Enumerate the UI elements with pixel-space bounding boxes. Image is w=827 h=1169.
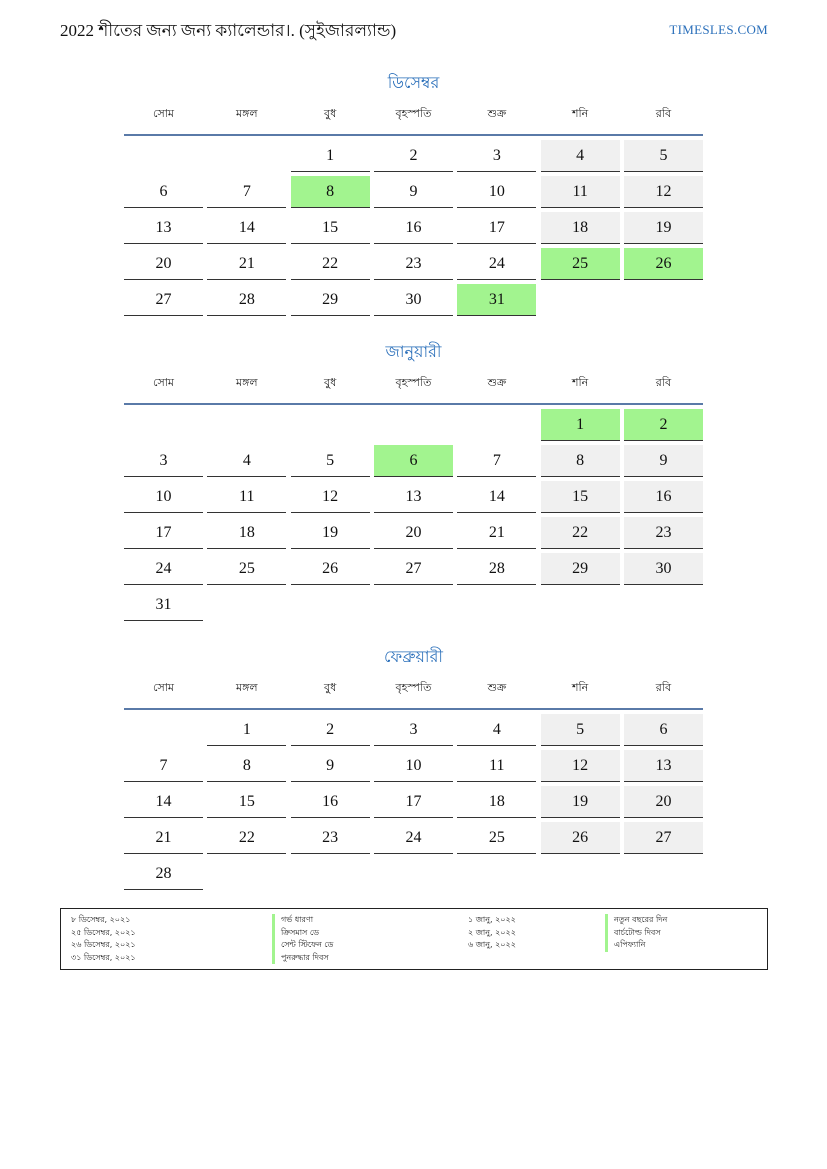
day-cell: 30 <box>374 284 453 316</box>
holiday-day-cell: 1 <box>541 409 620 441</box>
day-cell: 23 <box>374 248 453 280</box>
weekday-label: বৃহস্পতি <box>395 107 432 120</box>
day-cell: 9 <box>291 750 370 782</box>
day-cell: 20 <box>124 248 203 280</box>
day-cell: 23 <box>291 822 370 854</box>
day-cell: 25 <box>207 553 286 585</box>
empty-day-cell <box>374 409 453 441</box>
day-cell: 31 <box>124 589 203 621</box>
empty-day-cell <box>124 140 203 172</box>
day-cell: 8 <box>541 445 620 477</box>
weekday-label: মঙ্গল <box>236 681 258 694</box>
day-cell: 11 <box>207 481 286 513</box>
legend-holiday-name: বার্চটোল্ড দিবস <box>605 927 667 940</box>
legend-holiday-name: সেন্ট স্টিফেন ডে <box>272 939 333 952</box>
day-cell: 10 <box>457 176 536 208</box>
day-cell: 12 <box>624 176 703 208</box>
day-cell: 9 <box>624 445 703 477</box>
day-cell: 14 <box>124 786 203 818</box>
day-cell: 16 <box>374 212 453 244</box>
day-cell: 11 <box>541 176 620 208</box>
day-cell: 8 <box>207 750 286 782</box>
day-cell: 7 <box>457 445 536 477</box>
day-cell: 10 <box>124 481 203 513</box>
day-cell: 19 <box>291 517 370 549</box>
day-cell: 9 <box>374 176 453 208</box>
day-cell: 14 <box>457 481 536 513</box>
day-cell: 12 <box>541 750 620 782</box>
day-cell: 28 <box>124 858 203 890</box>
legend-date: ৮ ডিসেম্বর, ২০২১ <box>71 915 131 924</box>
day-cell: 6 <box>124 176 203 208</box>
weekday-label: রবি <box>655 376 672 389</box>
weekday-header <box>124 373 703 405</box>
day-cell: 3 <box>457 140 536 172</box>
weekday-label: শনি <box>572 376 589 389</box>
legend-date: ১ জানু, ২০২২ <box>468 915 516 924</box>
day-cell: 3 <box>124 445 203 477</box>
day-cell: 13 <box>624 750 703 782</box>
day-cell: 15 <box>291 212 370 244</box>
legend-dates-left <box>71 914 136 964</box>
day-cell: 12 <box>291 481 370 513</box>
holiday-day-cell: 2 <box>624 409 703 441</box>
day-cell: 4 <box>207 445 286 477</box>
legend-holiday-name: ক্রিসমাস ডে <box>272 927 333 940</box>
day-cell: 1 <box>207 714 286 746</box>
month-title: ডিসেম্বর <box>387 73 440 92</box>
legend-holiday-name: নতুন বছরের দিন <box>605 914 667 927</box>
day-cell: 30 <box>624 553 703 585</box>
weekday-header <box>124 104 703 136</box>
day-cell: 25 <box>457 822 536 854</box>
empty-day-cell <box>207 140 286 172</box>
holiday-day-cell: 25 <box>541 248 620 280</box>
legend-names-right <box>605 914 667 952</box>
day-cell: 7 <box>207 176 286 208</box>
day-cell: 14 <box>207 212 286 244</box>
day-cell: 26 <box>541 822 620 854</box>
day-cell: 10 <box>374 750 453 782</box>
day-cell: 24 <box>457 248 536 280</box>
weekday-label: বুধ <box>324 681 337 694</box>
weekday-label: বৃহস্পতি <box>395 681 432 694</box>
legend-date: ২৬ ডিসেম্বর, ২০২১ <box>71 940 136 949</box>
empty-day-cell <box>124 409 203 441</box>
holiday-day-cell: 26 <box>624 248 703 280</box>
month-title: জানুয়ারী <box>385 342 442 361</box>
holiday-day-cell: 8 <box>291 176 370 208</box>
day-cell: 6 <box>624 714 703 746</box>
day-cell: 17 <box>374 786 453 818</box>
weekday-label: সোম <box>152 107 175 120</box>
day-cell: 15 <box>541 481 620 513</box>
day-cell: 20 <box>624 786 703 818</box>
day-cell: 27 <box>124 284 203 316</box>
day-cell: 19 <box>541 786 620 818</box>
weekday-label: বুধ <box>324 107 337 120</box>
empty-day-cell <box>207 409 286 441</box>
holiday-legend <box>60 908 768 970</box>
day-cell: 13 <box>124 212 203 244</box>
weekday-label: মঙ্গল <box>236 376 258 389</box>
weekday-header <box>124 678 703 710</box>
day-cell: 1 <box>291 140 370 172</box>
weekday-label: শুক্র <box>487 376 507 389</box>
legend-holiday-name: এপিফ্যানি <box>605 939 667 952</box>
day-cell: 16 <box>624 481 703 513</box>
legend-date: ২৫ ডিসেম্বর, ২০২১ <box>71 927 136 937</box>
day-cell: 21 <box>457 517 536 549</box>
day-cell: 27 <box>374 553 453 585</box>
legend-holiday-name: গর্ভ ধারণা <box>272 914 333 927</box>
legend-date: ৬ জানু, ২০২২ <box>468 940 516 949</box>
empty-day-cell <box>457 409 536 441</box>
day-cell: 7 <box>124 750 203 782</box>
weekday-label: মঙ্গল <box>236 107 258 120</box>
day-cell: 3 <box>374 714 453 746</box>
day-cell: 24 <box>124 553 203 585</box>
day-cell: 19 <box>624 212 703 244</box>
weekday-label: সোম <box>152 681 175 694</box>
month-february <box>124 644 703 890</box>
day-cell: 4 <box>457 714 536 746</box>
day-cell: 11 <box>457 750 536 782</box>
weekday-label: শুক্র <box>487 107 507 120</box>
day-grid <box>124 714 703 890</box>
holiday-day-cell: 6 <box>374 445 453 477</box>
page-header <box>60 18 768 46</box>
day-cell: 28 <box>207 284 286 316</box>
empty-day-cell <box>124 714 203 746</box>
empty-day-cell <box>291 409 370 441</box>
legend-date: ৩১ ডিসেম্বর, ২০২১ <box>71 952 136 962</box>
site-link[interactable]: TIMESLES.COM <box>669 22 768 37</box>
day-cell: 27 <box>624 822 703 854</box>
day-grid <box>124 140 703 316</box>
day-cell: 2 <box>374 140 453 172</box>
weekday-label: শনি <box>572 107 589 120</box>
day-cell: 21 <box>124 822 203 854</box>
day-cell: 29 <box>291 284 370 316</box>
weekday-label: শুক্র <box>487 681 507 694</box>
day-cell: 2 <box>291 714 370 746</box>
day-cell: 22 <box>291 248 370 280</box>
day-cell: 22 <box>541 517 620 549</box>
holiday-day-cell: 31 <box>457 284 536 316</box>
day-cell: 5 <box>541 714 620 746</box>
legend-holiday-name: পুনরুদ্ধার দিবস <box>272 952 333 965</box>
day-grid <box>124 409 703 621</box>
weekday-label: বৃহস্পতি <box>395 376 432 389</box>
day-cell: 5 <box>624 140 703 172</box>
day-cell: 18 <box>207 517 286 549</box>
day-cell: 26 <box>291 553 370 585</box>
weekday-label: রবি <box>655 681 672 694</box>
day-cell: 24 <box>374 822 453 854</box>
day-cell: 5 <box>291 445 370 477</box>
month-december <box>124 70 703 316</box>
weekday-label: বুধ <box>324 376 337 389</box>
weekday-label: শনি <box>572 681 589 694</box>
day-cell: 28 <box>457 553 536 585</box>
month-january <box>124 339 703 621</box>
day-cell: 22 <box>207 822 286 854</box>
legend-names-left <box>272 914 333 964</box>
day-cell: 18 <box>541 212 620 244</box>
day-cell: 17 <box>124 517 203 549</box>
weekday-label: রবি <box>655 107 672 120</box>
day-cell: 16 <box>291 786 370 818</box>
legend-dates-right <box>468 914 516 952</box>
day-cell: 15 <box>207 786 286 818</box>
month-title: ফেব্রুয়ারী <box>384 647 443 666</box>
day-cell: 29 <box>541 553 620 585</box>
page-title: 2022 শীতের জন্য জন্য ক্যালেন্ডার।. (সুইজারল্যান্ড) <box>60 21 397 40</box>
day-cell: 23 <box>624 517 703 549</box>
day-cell: 21 <box>207 248 286 280</box>
day-cell: 20 <box>374 517 453 549</box>
day-cell: 17 <box>457 212 536 244</box>
weekday-label: সোম <box>152 376 175 389</box>
day-cell: 13 <box>374 481 453 513</box>
day-cell: 4 <box>541 140 620 172</box>
day-cell: 18 <box>457 786 536 818</box>
legend-date: ২ জানু, ২০২২ <box>468 927 516 937</box>
